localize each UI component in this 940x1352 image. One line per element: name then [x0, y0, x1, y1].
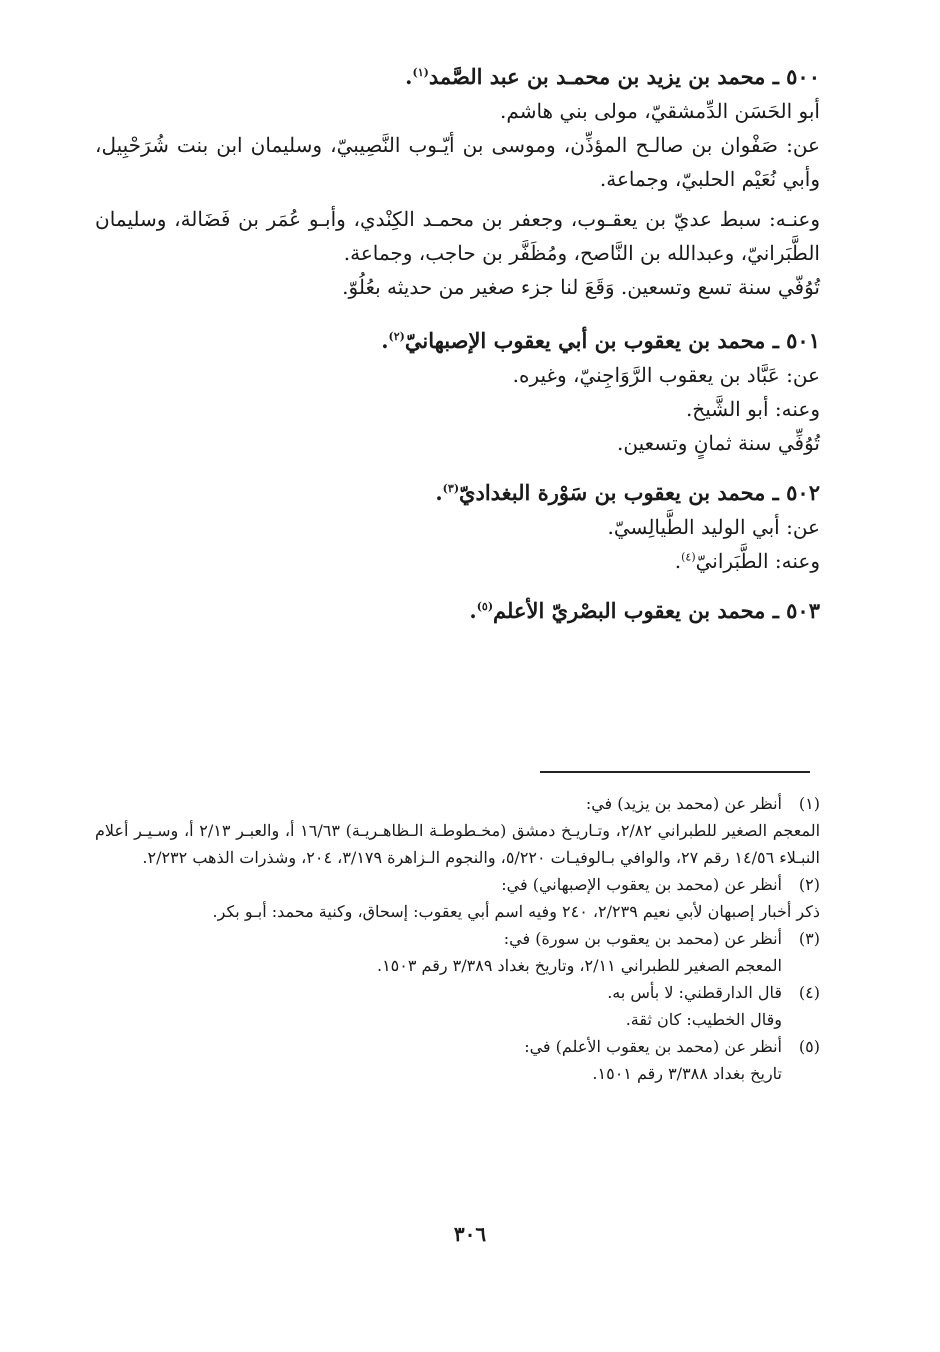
footnote-line: قال الدارقطني: لا بأس به. — [607, 983, 782, 1002]
footnote-4 — [95, 979, 820, 1033]
footnote-line: أنظر عن (محمد بن يعقوب بن سورة) في: — [503, 929, 782, 948]
footnote-line: أنظر عن (محمد بن يعقوب الأعلم) في: — [524, 1037, 782, 1056]
footnote-marker: (١) — [412, 66, 429, 79]
footnote-number: (١) — [798, 794, 820, 813]
entry-heading: ٥٠٣ ـ محمد بن يعقوب البصْريّ الأعلم$^{(٥)}$. — [469, 598, 820, 623]
entry-line: وعنه: أبو الشَّيخ. — [685, 397, 820, 421]
footnote-2 — [95, 871, 820, 925]
footnote-line: أنظر عن (محمد بن يعقوب الإصبهاني) في: — [501, 875, 782, 894]
main-text — [95, 60, 820, 628]
footnote-3 — [95, 925, 820, 979]
entry-502 — [95, 476, 820, 578]
footnote-5 — [95, 1033, 820, 1087]
footnote-line: ذكر أخبار إصبهان لأبي نعيم ٢/٢٣٩، ٢٤٠ وفيه اسم أبي يعقوب: إسحاق، وكنية محمد: أبـو بكر. — [212, 902, 820, 921]
entry-line: عن: أبي الوليد الطَّيالِسيّ. — [607, 515, 820, 539]
entry-heading: ٥٠٢ ـ محمد بن يعقوب بن سَوْرة البغداديّ$^{(٣)}$. — [435, 480, 820, 505]
entry-line: وعنه: الطَّبَرانيّ$^{(٤)}$. — [674, 549, 820, 573]
footnote-number: (٤) — [798, 983, 820, 1002]
footnote-line: وقال الخطيب: كان ثقة. — [625, 1010, 782, 1029]
entry-line: أبو الحَسَن الدِّمشقيّ، مولى بني هاشم. — [500, 99, 820, 123]
entry-501 — [95, 324, 820, 460]
entry-heading: ٥٠٠ ـ محمد بن يزيد بن محمـد بن عبد الصَّمد$^{(١)}$. — [405, 64, 820, 89]
entry-heading: ٥٠١ ـ محمد بن يعقوب بن أبي يعقوب الإصبهانيّ$^{(٢)}$. — [381, 328, 820, 353]
footnote-line: تاريخ بغداد ٣/٣٨٨ رقم ١٥٠١. — [592, 1064, 782, 1083]
footnote-number: (٣) — [798, 929, 820, 948]
page-number: ٣٠٦ — [453, 1222, 487, 1246]
footnote-marker: (٥) — [476, 600, 494, 613]
footnote-line: المعجم الصغير للطبراني ٢/١١، وتاريخ بغداد ٣/٣٨٩ رقم ١٥٠٣. — [376, 956, 782, 975]
entry-500 — [95, 60, 820, 304]
footnote-marker: (٤) — [681, 550, 696, 564]
footnote-line: أنظر عن (محمد بن يزيد) في: — [585, 794, 782, 813]
footnote-1 — [95, 790, 820, 871]
entry-line: تُوُفّي سنة تسع وتسعين. وَقَعَ لنا جزء صغير من حديثه بعُلُوّ. — [342, 275, 820, 299]
entry-503 — [95, 594, 820, 628]
entry-line: عن: صَفْوان بن صالـح المؤذِّن، وموسى بن أيّـوب النَّصِيبيّ، وسليمان ابن بنت شُرَحْبِيل، وأبي نُعَيْم الحلبيّ، وجماعة. — [95, 133, 820, 191]
entry-line: تُوُفِّي سنة ثمانٍ وتسعين. — [617, 431, 820, 455]
entry-line: عن: عَبَّاد بن يعقوب الرَّوَاجِنيّ، وغيره. — [512, 363, 820, 387]
footnote-marker: (٢) — [388, 330, 405, 343]
footnote-number: (٢) — [798, 875, 820, 894]
footnote-marker: (٣) — [442, 482, 460, 495]
footnotes — [95, 790, 820, 1087]
footnote-separator — [540, 771, 810, 773]
entry-line: وعنـه: سبط عديّ بن يعقـوب، وجعفر بن محمـد الكِنْدي، وأبـو عُمَر بن فَضَالة، وسليمان الطَّبَرانيّ، وعبدالله بن النَّاصح، ومُظَفَّر بن حاجب، وجماعة. — [95, 207, 820, 265]
footnote-line: المعجم الصغير للطبراني ٢/٨٢، وتـاريـخ دمشق (مخـطوطـة الـظاهـريـة) ١٦/٦٣ أ، والعبـر ٢/١٣ أ، وسـيـر أعلام النبـلاء ١٤/٥٦ رقم ٢٧، والوافي بـالوفيـات ٥/٢٢٠، والنجوم الـزاهرة ٣/١٧٩، ٢٠٤، وشذرات الذهب ٢/٢٣٢. — [95, 821, 821, 867]
footnote-number: (٥) — [798, 1037, 820, 1056]
